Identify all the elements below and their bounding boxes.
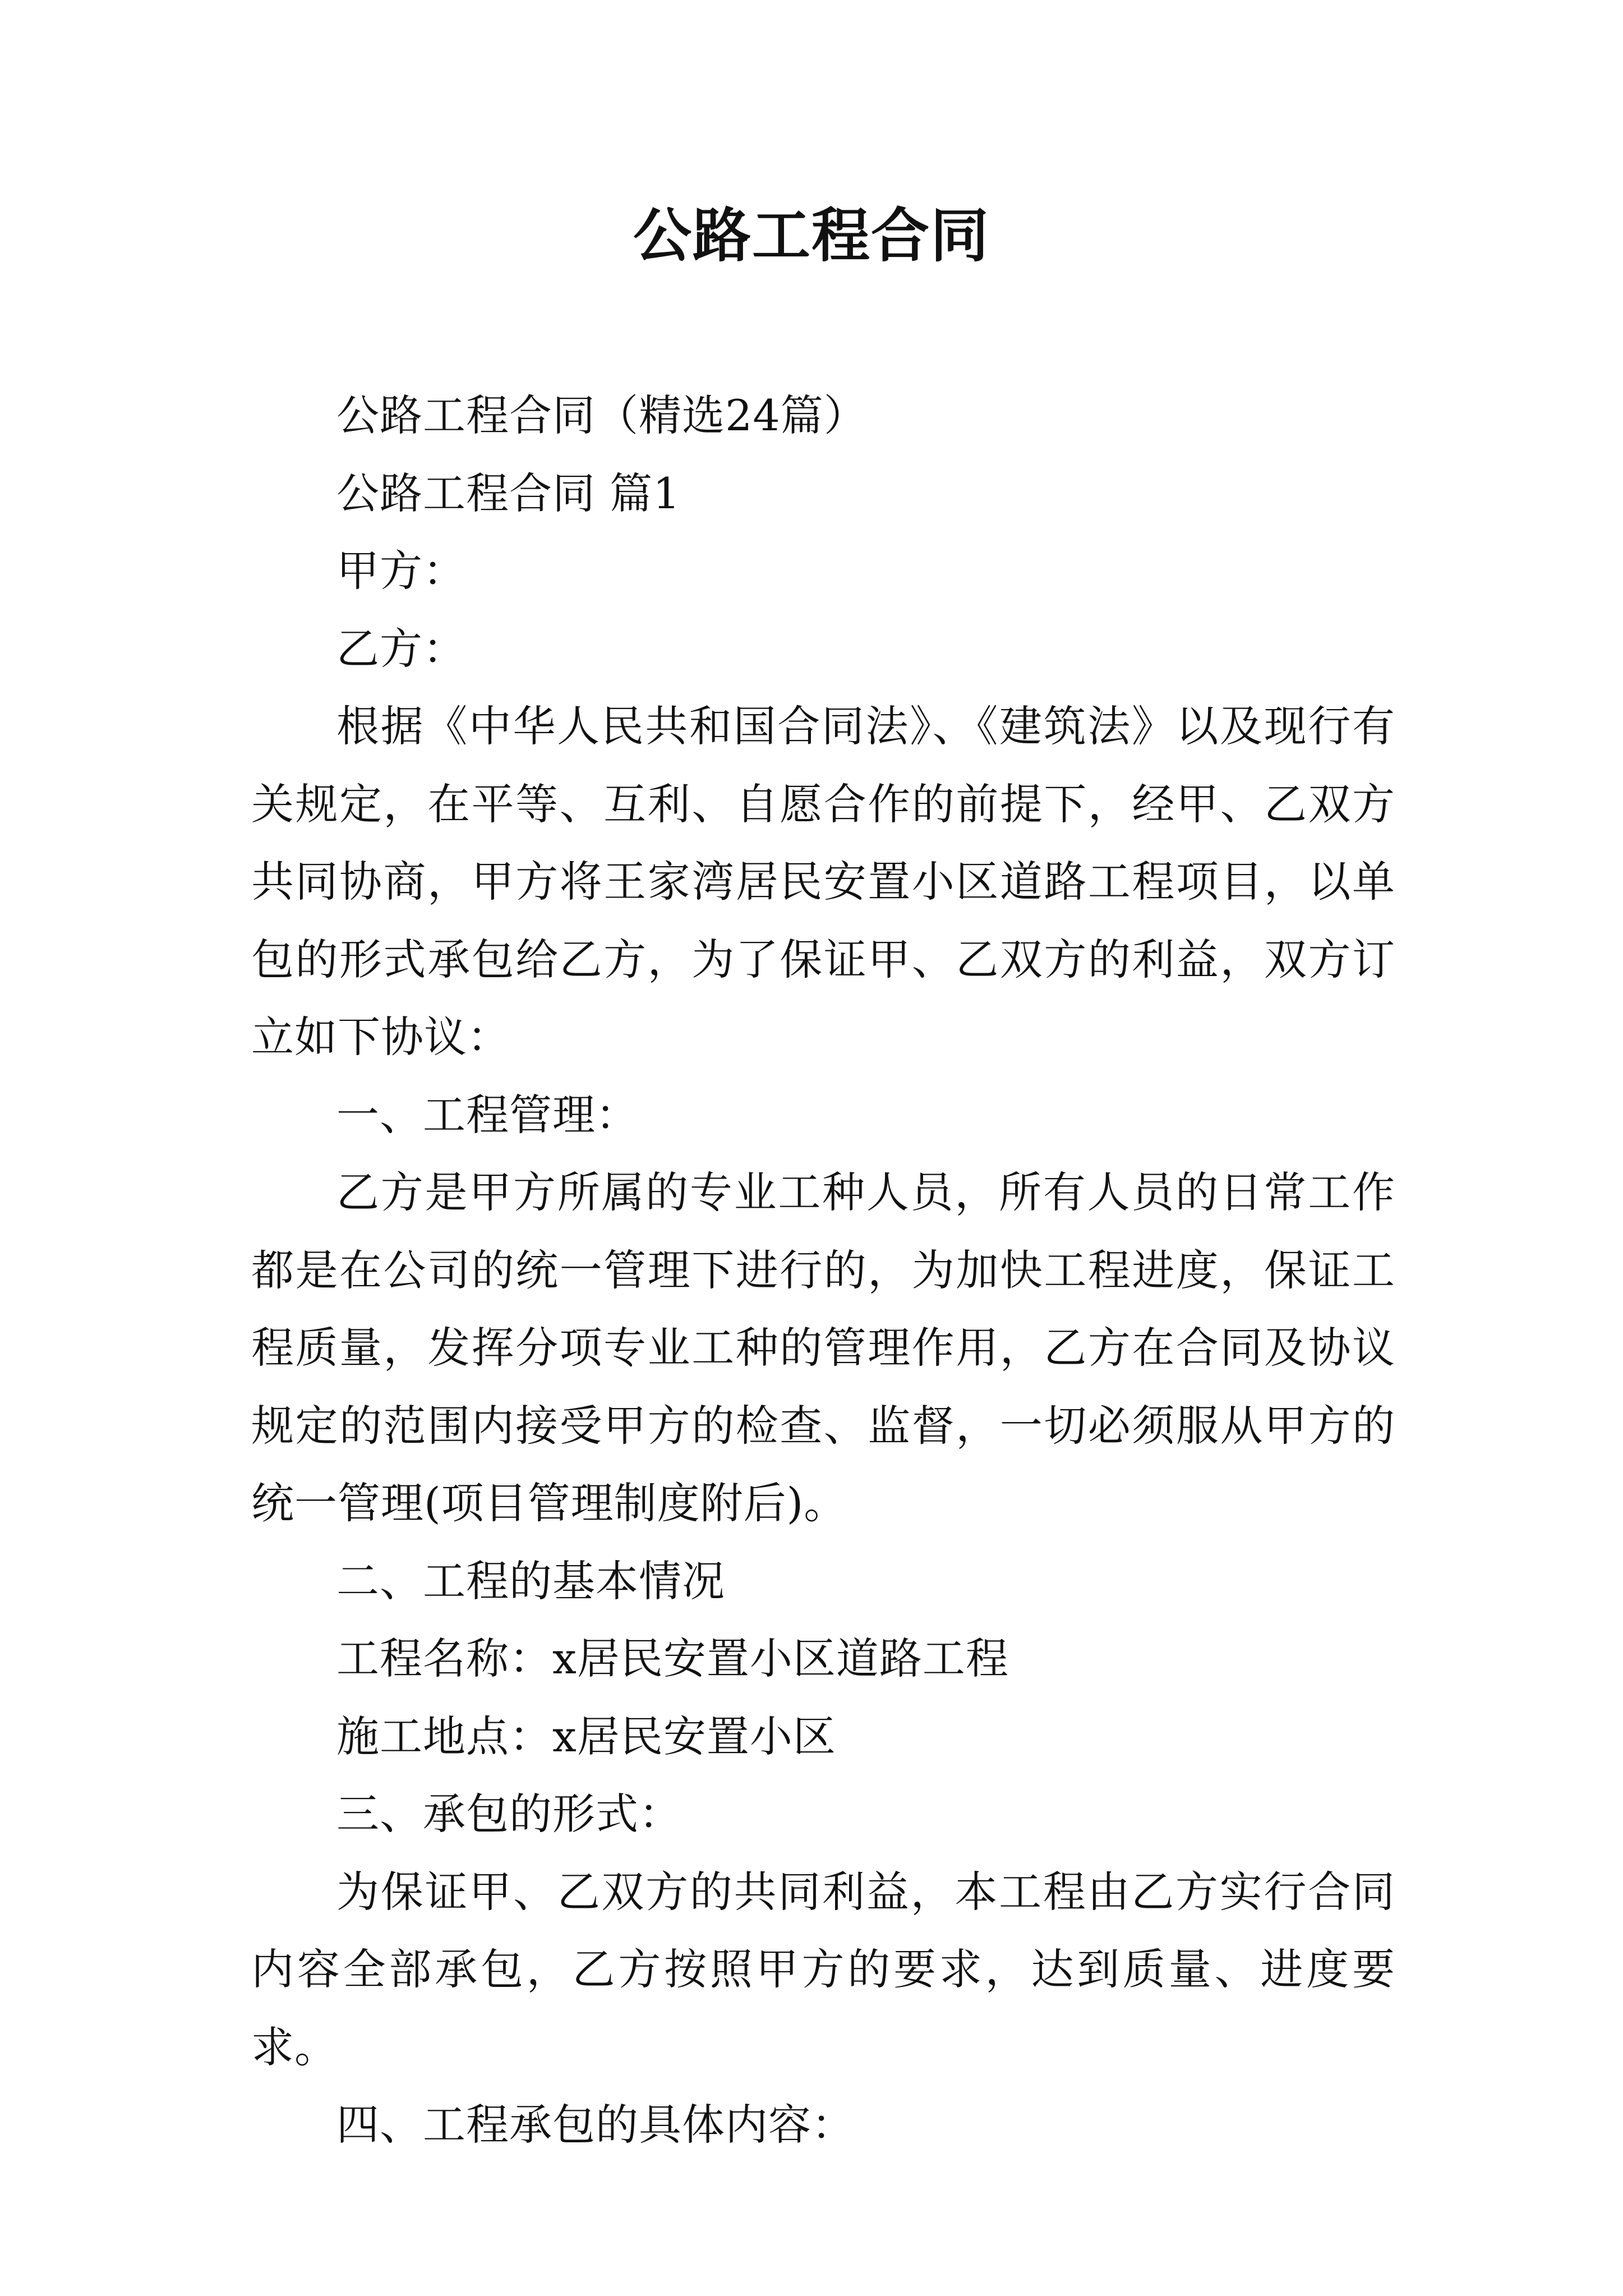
document-body bbox=[251, 377, 1395, 2164]
party-b-label: 乙方： bbox=[336, 623, 466, 674]
clause-heading-contract-form: 三、承包的形式： bbox=[336, 1789, 682, 1839]
clause-heading-basic-info: 二、工程的基本情况 bbox=[336, 1556, 725, 1606]
project-name-line: 工程名称：x居民安置小区道路工程 bbox=[336, 1634, 1009, 1683]
preamble-paragraph: 根据《中华人民共和国合同法》、《建筑法》以及现行有关规定，在平等、互利、自愿合作的前提下，经甲、乙双方共同协商，甲方将王家湾居民安置小区道路工程项目，以单包的形式承包给乙方，为了保证甲、乙双方的利益，双方订立如下协议： bbox=[251, 701, 1395, 1062]
party-a-label: 甲方： bbox=[336, 546, 466, 596]
clause-heading-management: 一、工程管理： bbox=[336, 1089, 639, 1140]
subtitle-paragraph: 公路工程合同（精选24篇） bbox=[336, 390, 867, 440]
section-heading-paragraph: 公路工程合同 篇1 bbox=[336, 468, 681, 518]
project-location-line: 施工地点：x居民安置小区 bbox=[336, 1711, 836, 1761]
document-title: 公路工程合同 bbox=[633, 201, 990, 270]
contract-form-paragraph: 为保证甲、乙双方的共同利益，本工程由乙方实行合同内容全部承包，乙方按照甲方的要求，达到质量、进度要求。 bbox=[251, 1866, 1395, 2072]
clause-heading-scope: 四、工程承包的具体内容： bbox=[336, 2100, 855, 2150]
management-paragraph: 乙方是甲方所属的专业工种人员，所有人员的日常工作都是在公司的统一管理下进行的，为加快工程进度，保证工程质量，发挥分项专业工种的管理作用，乙方在合同及协议规定的范围内接受甲方的检查、监督，一切必须服从甲方的统一管理(项目管理制度附后)。 bbox=[251, 1167, 1395, 1528]
